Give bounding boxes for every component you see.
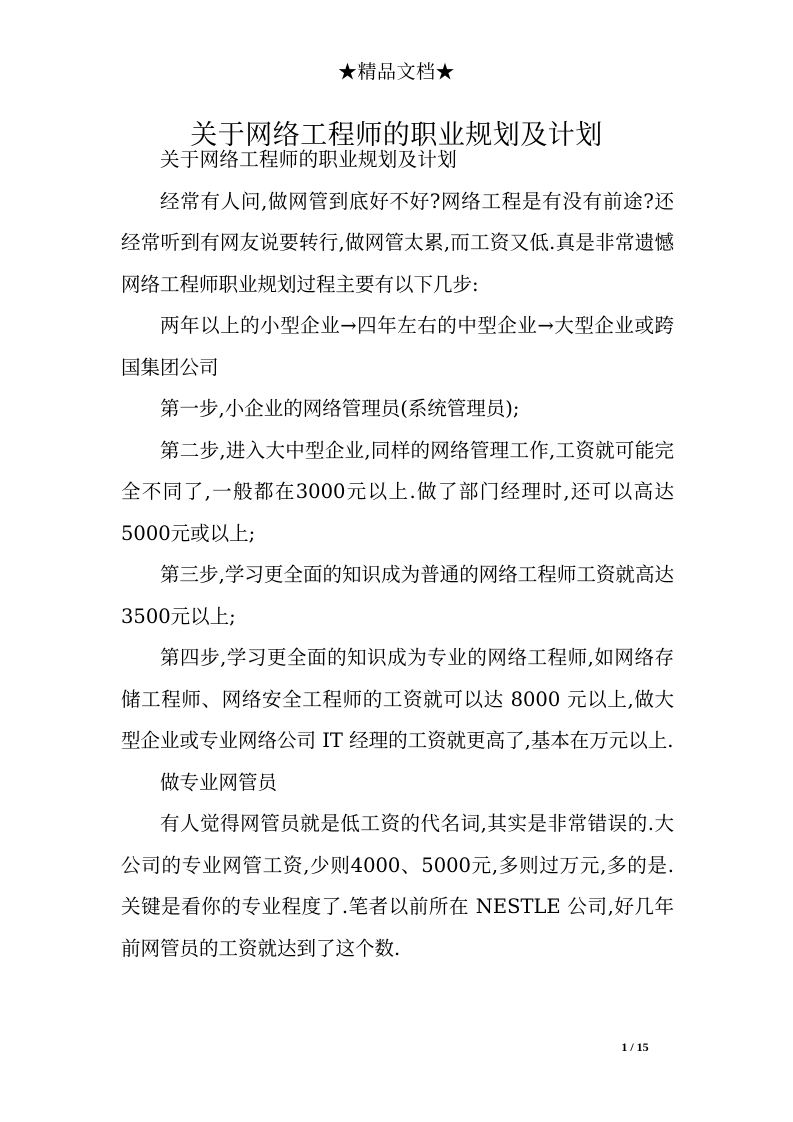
paragraph-step-2: 第二步,进入大中型企业,同样的网络管理工作,工资就可能完全不同了,一般都在3000元以上.做了部门经理时,还可以高达5000元或以上;: [121, 438, 674, 545]
paragraph-step-4: 第四步,学习更全面的知识成为专业的网络工程师,如网络存储工程师、网络安全工程师的工资就可以达 8000 元以上,做大型企业或专业网络公司 IT 经理的工资就更高了,基本在万元以上.: [121, 646, 674, 752]
document-subtitle: 关于网络工程师的职业规划及计划: [160, 148, 458, 171]
paragraph-step-3: 第三步,学习更全面的知识成为普通的网络工程师工资就高达3500元以上;: [121, 563, 674, 628]
document-body: [121, 139, 674, 969]
paragraph-professional-admin: 有人觉得网管员就是低工资的代名词,其实是非常错误的.大公司的专业网管工资,少则4000、5000元,多则过万元,多的是.关键是看你的专业程度了.笔者以前所在 NESTLE 公司,好几年前网管员的工资就达到了这个数.: [121, 812, 674, 960]
paragraph-step-1: 第一步,小企业的网络管理员(系统管理员);: [160, 397, 520, 420]
section-heading-professional-admin: 做专业网管员: [160, 770, 278, 794]
paragraph-intro: 经常有人问,做网管到底好不好?网络工程是有没有前途?还经常听到有网友说要转行,做网管太累,而工资又低.真是非常遗憾网络工程师职业规划过程主要有以下几步:: [121, 189, 674, 296]
paragraph-career-path: 两年以上的小型企业→四年左右的中型企业→大型企业或跨国集团公司: [121, 314, 674, 379]
header-mark: ★精品文档★: [337, 61, 455, 83]
document-title: 关于网络工程师的职业规划及计划: [190, 120, 603, 152]
page-number: 1 / 15: [621, 1040, 649, 1054]
